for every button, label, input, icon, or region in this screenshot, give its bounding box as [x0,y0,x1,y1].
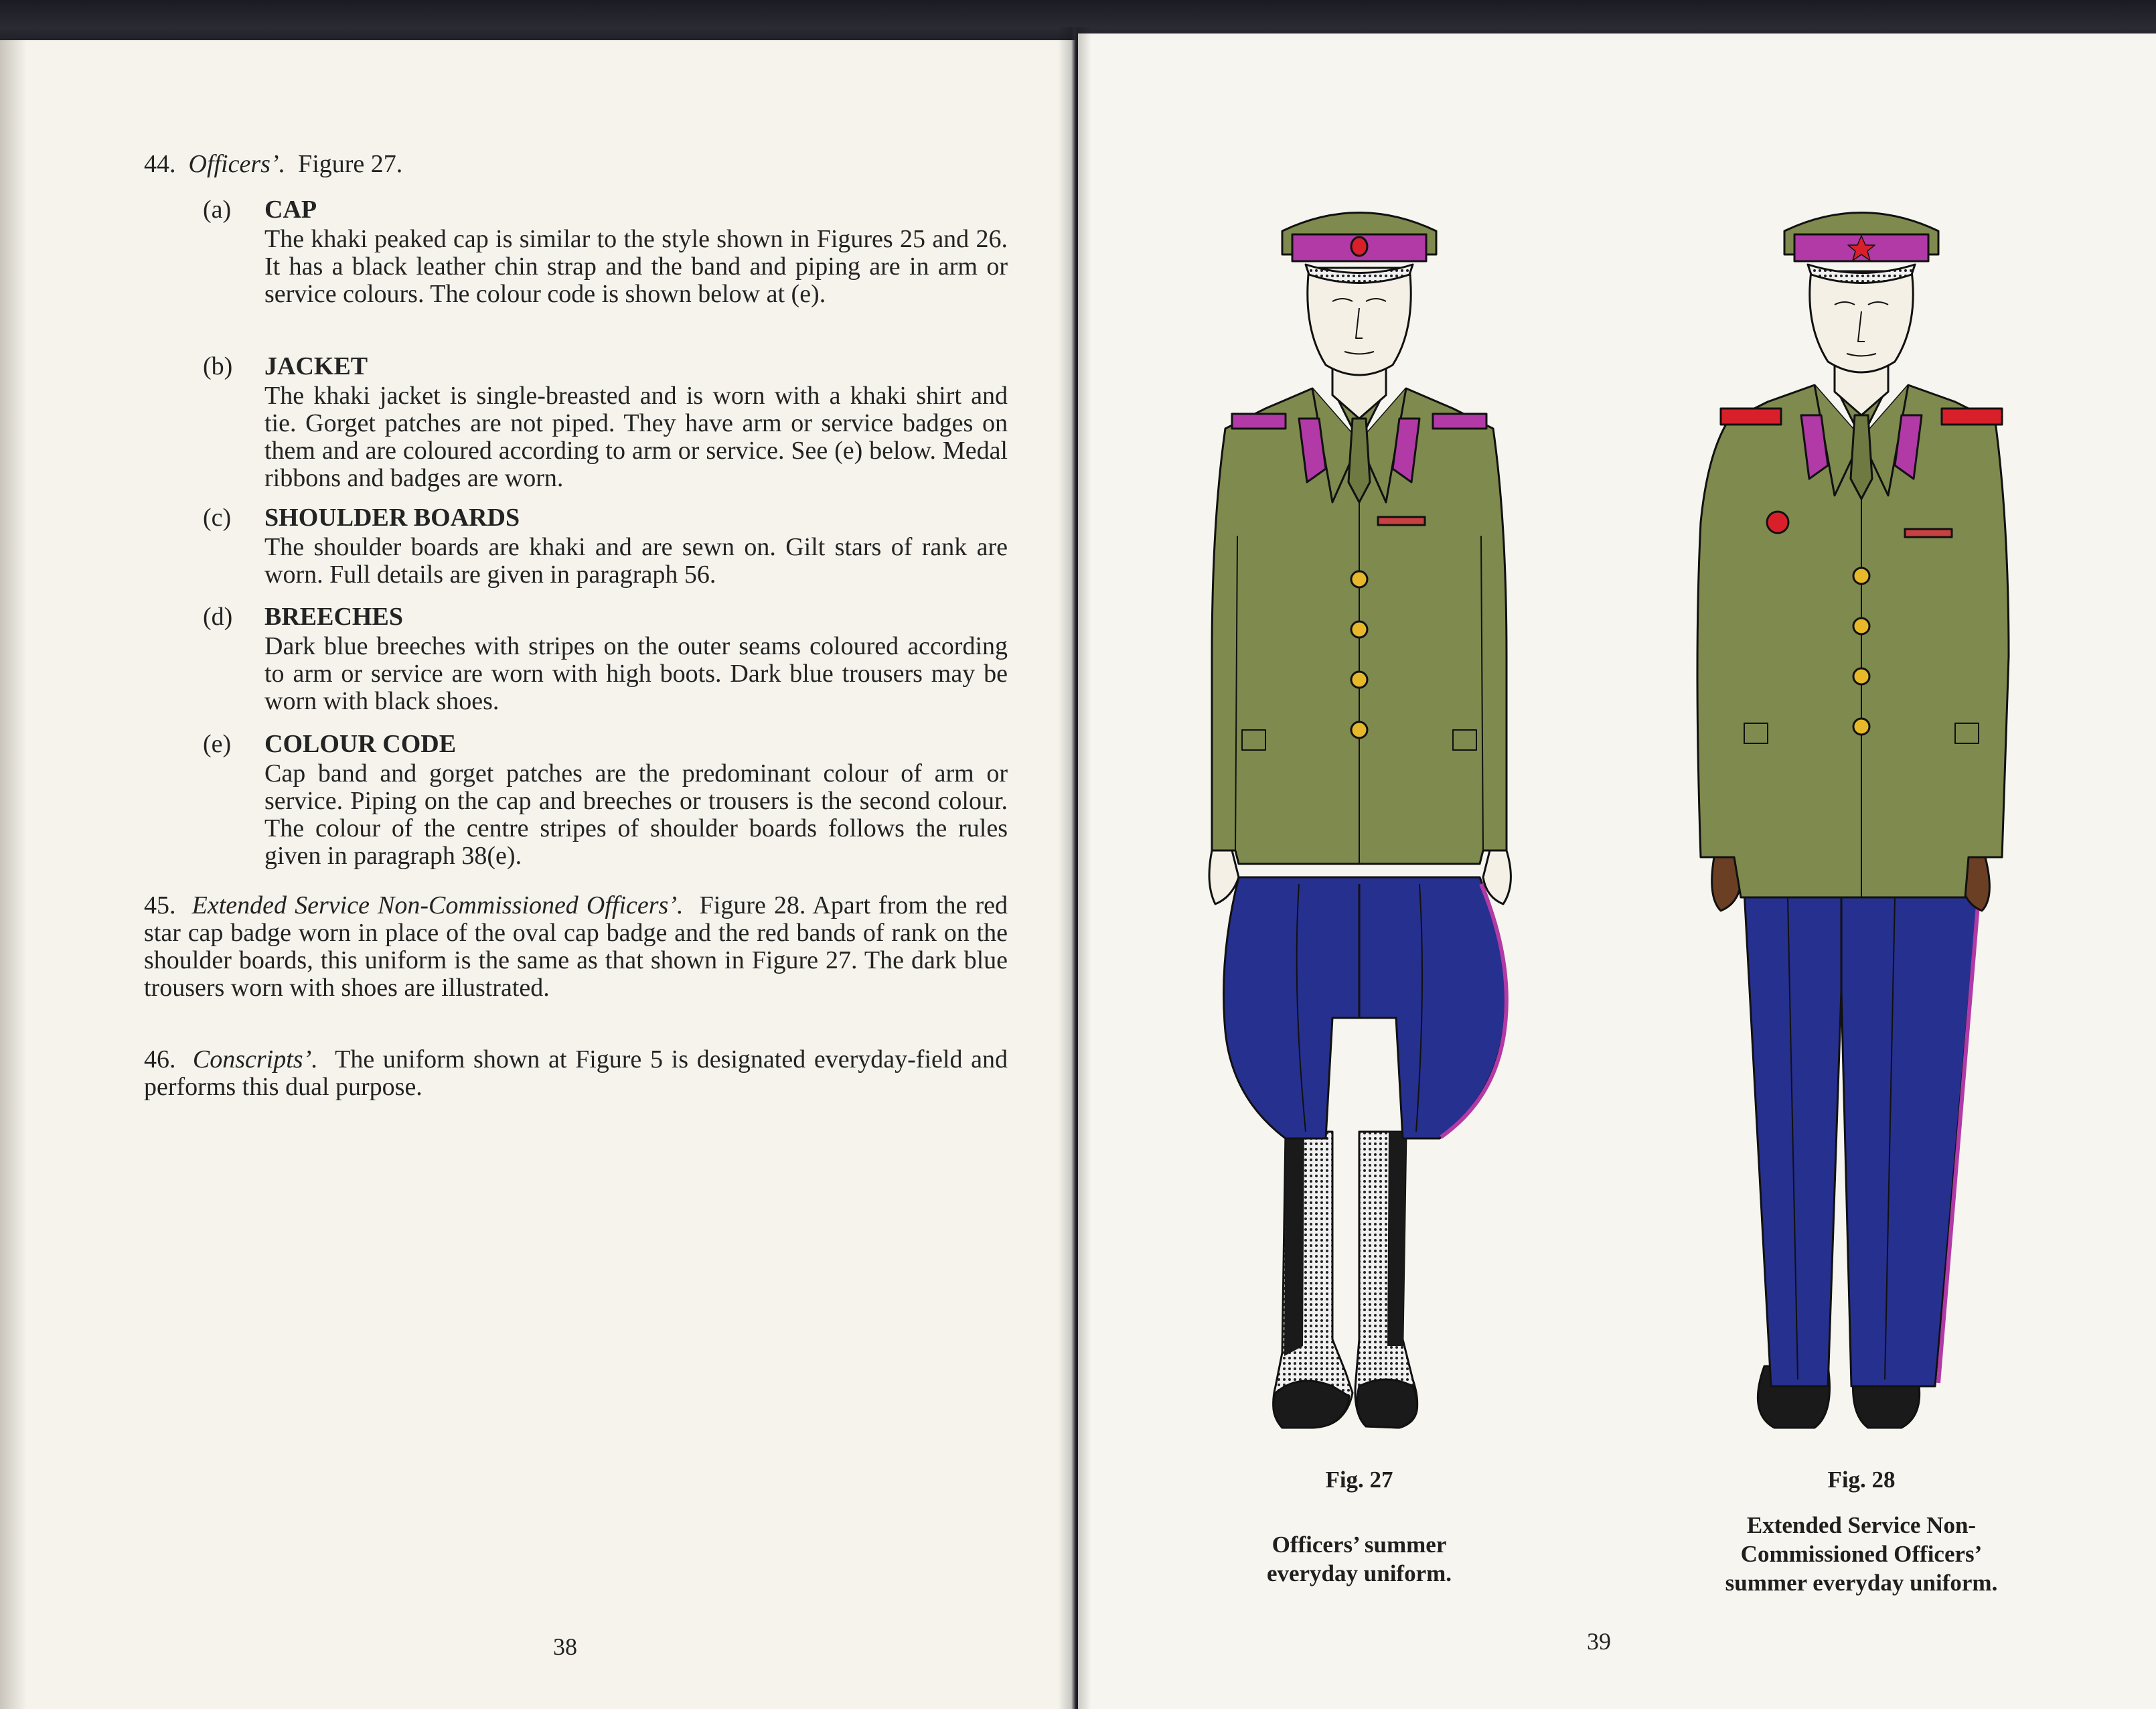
item-label: (b) [203,352,233,380]
item-body: Cap band and gorget patches are the predominant colour of arm or service. Piping on the cap and breeches or trousers is the second colour. The colour of the centre stripes of shoulder boards follows the rules given in paragraph 38(e). [264,759,1008,870]
fig-28-caption-line-3: summer everyday uniform. [1725,1570,1998,1596]
paragraph-44-heading [144,151,1008,178]
paragraph-number: 46. [144,1045,176,1073]
fig-27-caption-line-1: Officers’ summer [1272,1532,1447,1558]
item-label: (d) [203,603,233,631]
fig-28-caption-line-1: Extended Service Non- [1746,1512,1977,1538]
fig-27-caption-line-2: everyday uniform. [1266,1560,1452,1586]
officer-shoulder-board-right [1433,414,1486,429]
paragraph-number: 44. [144,150,176,178]
paragraph-number: 45. [144,891,176,919]
item-body: The khaki jacket is single-breasted and is worn with a khaki shirt and tie. Gorget patches are not piped. They have arm or service badges on them and are coloured according to arm or service. See (e) below. Medal ribbons and badges are worn. [264,382,1008,492]
nco-badge [1767,512,1788,533]
officer-medal-ribbons [1378,517,1425,525]
paragraph-title: Conscripts’. [192,1045,318,1073]
fig-27-label: Fig. 27 [1325,1467,1393,1493]
item-label: (a) [203,196,232,224]
item-body: Dark blue breeches with stripes on the outer seams coloured according to arm or service are worn with high boots. Dark blue trousers may be worn with black shoes. [264,632,1008,715]
paragraph-46 [144,1046,1008,1101]
book-gutter [1058,27,1091,1709]
figure-28-nco-illustration [1697,213,2009,1428]
figure-reference: Figure 27. [298,150,403,178]
uniform-illustrations [1132,188,2056,1446]
nco-face [1810,271,1913,372]
paragraph-body: The uniform shown at Figure 5 is designated everyday-field and performs this dual purpose. [144,1045,1008,1101]
item-heading: BREECHES [264,603,403,631]
item-heading: COLOUR CODE [264,730,457,758]
item-body: The khaki peaked cap is similar to the style shown in Figures 25 and 26. It has a black leather chin strap and the band and piping are in arm or service colours. The colour code is shown below at (e). [264,225,1008,308]
fig-28-label: Fig. 28 [1827,1467,1896,1493]
nco-medal-ribbons [1905,529,1952,537]
fig-28-caption-line-2: Commissioned Officers’ [1740,1541,1983,1567]
item-body: The shoulder boards are khaki and are sewn on. Gilt stars of rank are worn. Full details are given in paragraph 56. [264,533,1008,589]
item-heading: JACKET [264,352,368,380]
paragraph-45 [144,892,1008,1002]
officer-breeches [1224,877,1506,1138]
item-label: (c) [203,504,232,532]
officer-shoulder-board-left [1232,414,1286,429]
item-label: (e) [203,730,232,758]
figure-27-officer-illustration [1209,213,1511,1428]
paragraph-body: Figure 28. Apart from the red star cap badge worn in place of the oval cap badge and the red bands of rank on the shoulder boards, this uniform is the same as that shown in Figure 27. The dark blue trousers worn with shoes are illustrated. [144,891,1008,1002]
item-heading: SHOULDER BOARDS [264,504,520,532]
page-number-left: 38 [553,1633,577,1660]
paragraph-title: Officers’. [188,150,286,178]
paragraph-title: Extended Service Non-Commissioned Officers’. [191,891,684,919]
page-number-right: 39 [1587,1628,1611,1655]
left-page-edge [0,40,27,1709]
item-heading: CAP [264,196,317,224]
